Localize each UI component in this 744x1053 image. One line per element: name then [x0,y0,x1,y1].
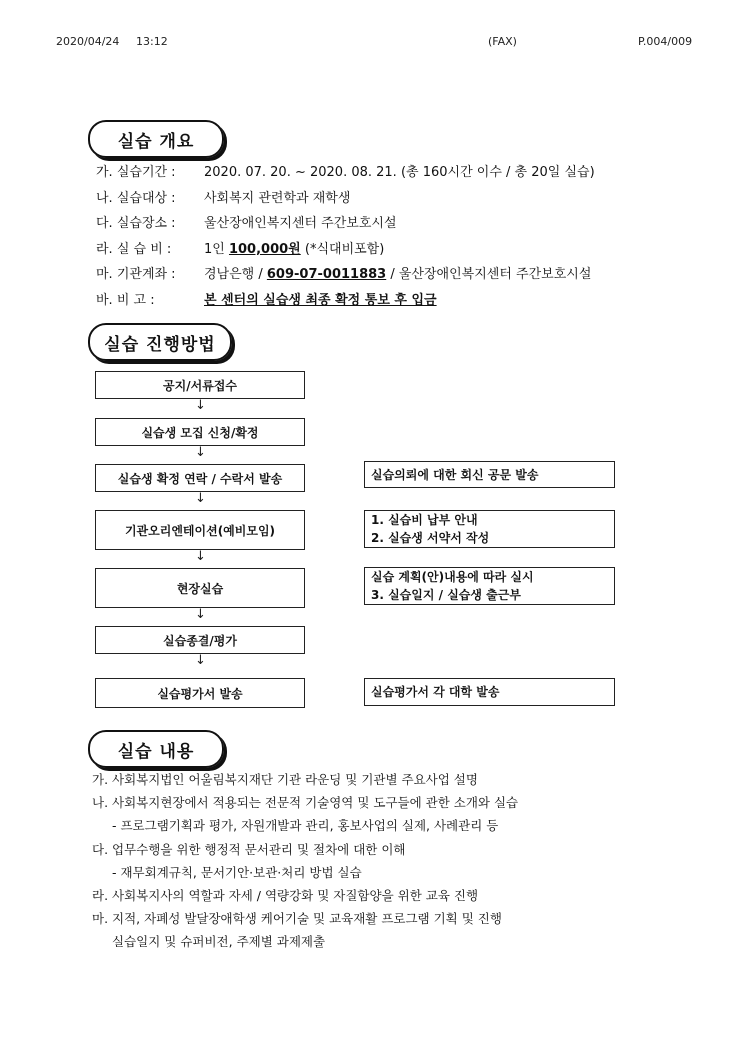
overview-value: 울산장애인복지센터 주간보호시설 [204,216,397,232]
flow-note-practice [364,567,615,605]
down-arrow-icon: ↓ [195,445,206,460]
flow-note-text: 3. 실습일지 / 실습생 출근부 [371,588,521,602]
account-suffix: / 울산장애인복지센터 주간보호시설 [386,267,592,283]
overview-label: 바. 비 고 : [96,292,155,308]
flow-note-orientation [364,510,615,548]
flow-step-5: 현장실습 [95,568,305,608]
overview-row-fee [96,237,595,263]
overview-label: 라. 실 습 비 : [96,241,172,257]
fax-date: 2020/04/24 [56,35,120,48]
overview-label: 마. 기관계좌 : [96,267,176,283]
down-arrow-icon: ↓ [195,491,206,506]
fax-label: (FAX) [488,35,517,48]
flow-step-1: 공지/서류접수 [95,371,305,399]
overview-row-account [96,262,595,288]
overview-label: 나. 실습대상 : [96,190,176,206]
flow-note-evaluation [364,678,615,706]
down-arrow-icon: ↓ [195,398,206,413]
overview-note-value: 본 센터의 실습생 최종 확정 통보 후 입금 [204,292,437,308]
overview-value: 2020. 07. 20. ~ 2020. 08. 21. (총 160시간 이수 / 총 20일 실습) [204,165,595,180]
fee-prefix: 1인 [204,241,229,257]
fax-time: 13:12 [136,35,168,48]
overview-row-period [96,160,595,186]
down-arrow-icon: ↓ [195,653,206,668]
down-arrow-icon: ↓ [195,607,206,622]
flow-note-text: 1. 실습비 납부 안내 [371,513,478,527]
overview-row-note [96,288,595,314]
fee-suffix: (*식대비포함) [300,241,385,257]
content-item: 마. 지적, 자폐성 발달장애학생 케어기술 및 교육재활 프로그램 기획 및 진행 [92,911,502,927]
section-title-content: 실습 내용 [88,730,224,768]
fee-amount: 100,000원 [228,241,301,257]
overview-list [96,160,595,314]
section-title-overview: 실습 개요 [88,120,224,158]
overview-value: 사회복지 관련학과 재학생 [204,190,351,206]
fax-page-number: P.004/009 [638,35,693,48]
down-arrow-icon: ↓ [195,549,206,564]
content-item: 나. 사회복지현장에서 적용되는 전문적 기술영역 및 도구들에 관한 소개와 실습 [92,795,519,811]
overview-row-target [96,186,595,212]
flow-step-2: 실습생 모집 신청/확정 [95,418,305,446]
overview-row-place [96,211,595,237]
content-subitem: - 프로그램기획과 평가, 자원개발과 관리, 홍보사업의 실제, 사례관리 등 [112,818,499,834]
flow-note-reply [364,461,615,488]
content-item: 다. 업무수행을 위한 행정적 문서관리 및 절차에 대한 이해 [92,841,406,857]
account-prefix: 경남은행 / [204,267,267,283]
content-list [92,768,518,954]
flow-step-4: 기관오리엔테이션(예비모임) [95,510,305,550]
overview-label: 다. 실습장소 : [96,216,176,232]
content-subitem: - 재무회계규칙, 문서기안·보관·처리 방법 실습 [112,864,362,880]
overview-label: 가. 실습기간 : [96,165,176,180]
flow-note-text: 실습의뢰에 대한 회신 공문 발송 [371,467,539,482]
flow-note-text: 2. 실습생 서약서 작성 [371,531,490,545]
content-item: 라. 사회복지사의 역할과 자세 / 역량강화 및 자질함양을 위한 교육 진행 [92,888,479,904]
flow-step-7: 실습평가서 발송 [95,678,305,708]
flow-step-3: 실습생 확정 연락 / 수락서 발송 [95,464,305,492]
content-item: 가. 사회복지법인 어울림복지재단 기관 라운딩 및 기관별 주요사업 설명 [92,772,478,787]
flow-note-text: 실습평가서 각 대학 발송 [371,685,500,699]
section-title-process: 실습 진행방법 [88,323,232,361]
content-item-continuation: 실습일지 및 슈퍼비전, 주제별 과제제출 [112,934,326,950]
account-number: 609-07-0011883 [266,267,387,283]
flow-step-6: 실습종결/평가 [95,626,305,654]
flow-note-text: 실습 계획(안)내용에 따라 실시 [371,570,534,584]
